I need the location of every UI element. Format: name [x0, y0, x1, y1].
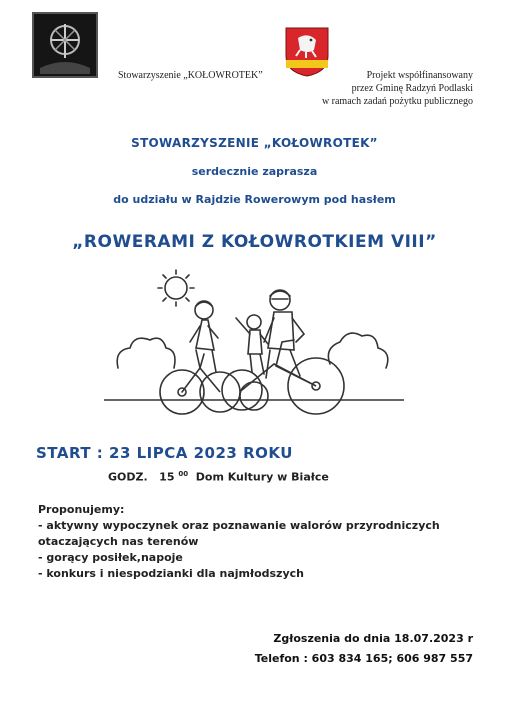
participate-line: do udziału w Rajdzie Rowerowym pod hasłem — [113, 193, 396, 206]
invites-line: serdecznie zaprasza — [191, 165, 318, 178]
org-title: STOWARZYSZENIE „KOŁOWROTEK” — [131, 136, 378, 150]
offer-list — [38, 502, 478, 582]
contact-phone: Telefon : 603 834 165; 606 987 557 — [254, 652, 473, 665]
project-note — [233, 69, 473, 108]
rally-motto: „ROWERAMI Z KOŁOWROTKIEM VIII” — [72, 232, 437, 252]
offer-item: otaczających nas terenów — [38, 535, 199, 548]
offer-item: - gorący posiłek,napoje — [38, 551, 183, 564]
start-date: START : 23 LIPCA 2023 ROKU — [36, 444, 293, 462]
project-line-2: przez Gminę Radzyń Podlaski — [351, 83, 473, 94]
offer-heading: Proponujemy: — [38, 503, 125, 516]
project-line-3: w ramach zadań pożytku publicznego — [321, 96, 473, 107]
offer-item: - aktywny wypoczynek oraz poznawanie walorów przyrodniczych — [38, 519, 440, 532]
venue: Dom Kultury w Białce — [195, 470, 329, 484]
association-logo — [32, 12, 98, 78]
cyclists-illustration — [104, 268, 404, 434]
registration-deadline: Zgłoszenia do dnia 18.07.2023 r — [273, 632, 473, 645]
start-time-place — [108, 470, 329, 484]
offer-item: - konkurs i niespodzianki dla najmłodszych — [38, 567, 304, 580]
start-hour: 15 — [159, 470, 175, 484]
start-minutes: 00 — [178, 470, 189, 478]
time-label: GODZ. — [108, 470, 148, 484]
project-line-1: Projekt współfinansowany — [366, 70, 473, 81]
org-name: Stowarzyszenie „KOŁOWROTEK” — [118, 70, 263, 81]
